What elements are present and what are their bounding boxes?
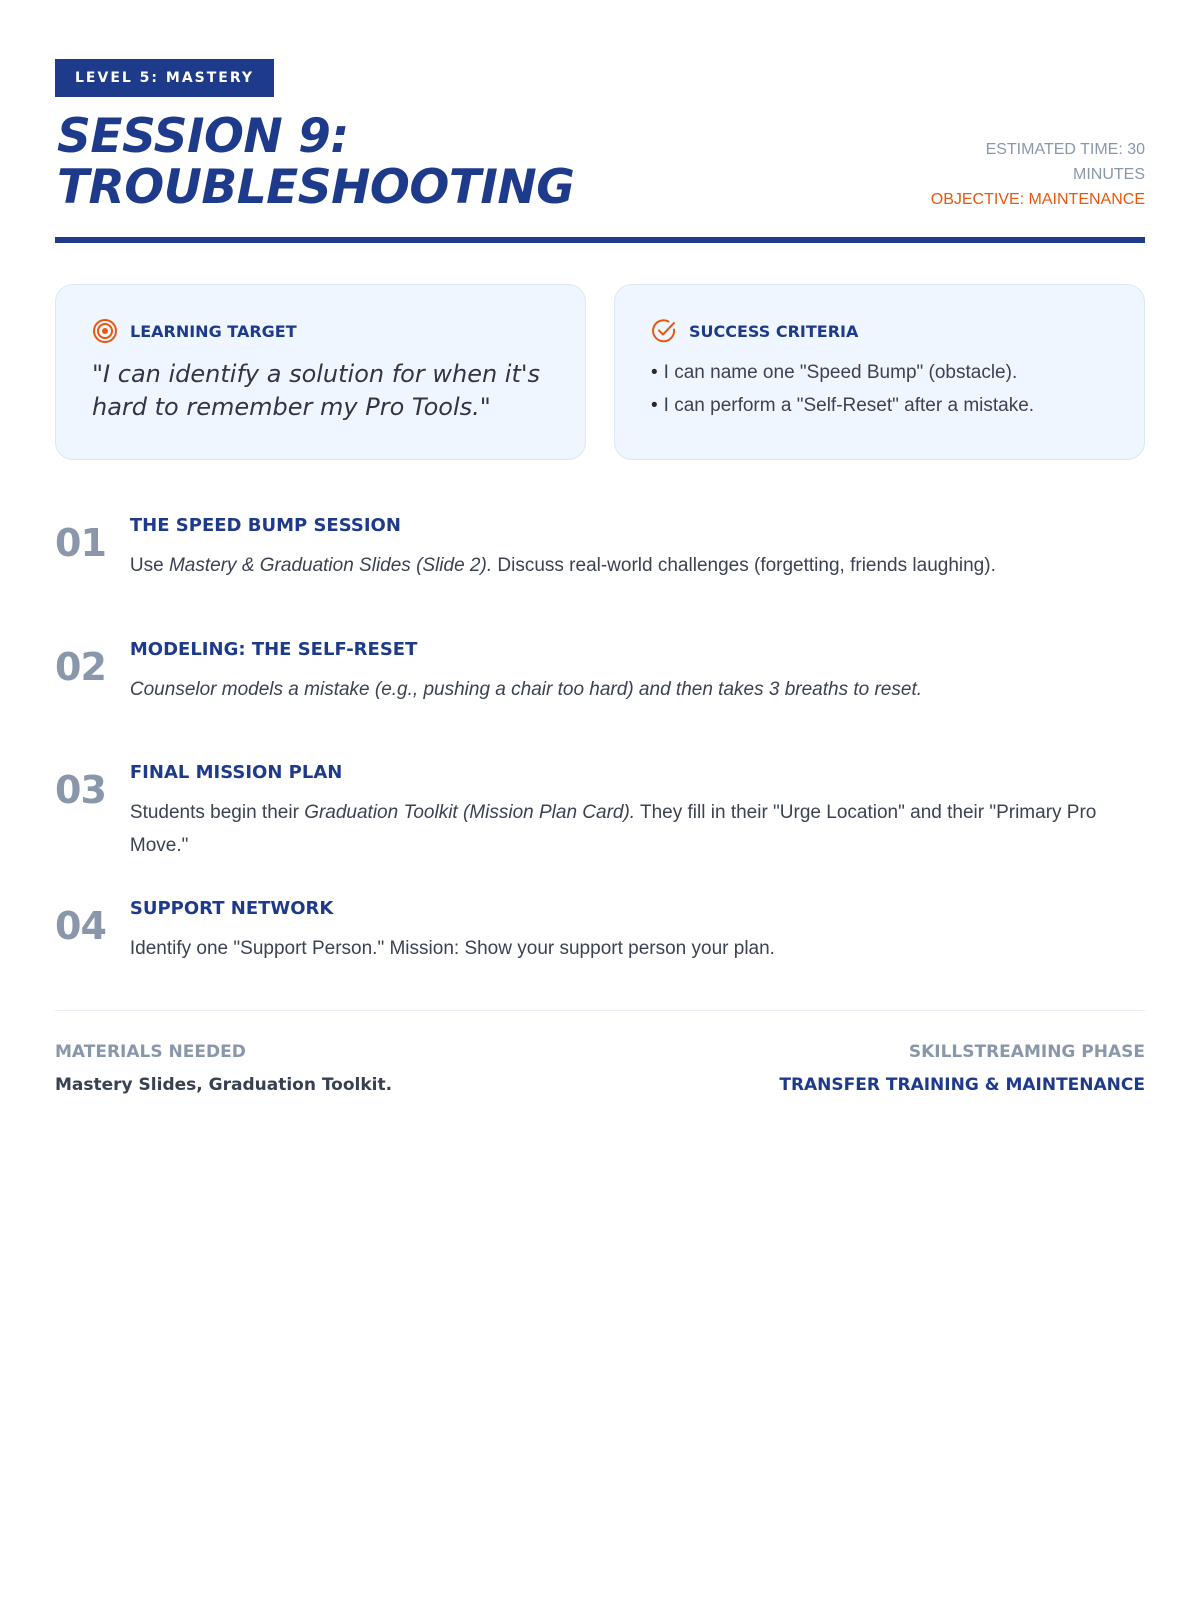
footer-divider	[55, 1010, 1145, 1011]
step-text	[130, 673, 922, 706]
target-cards	[55, 284, 1145, 460]
step-number: 01	[55, 521, 106, 565]
step-text-italic: Counselor models a mistake (e.g., pushing a chair too hard) and then takes 3 breaths to reset.	[129, 679, 922, 700]
list-item: • I can name one "Speed Bump" (obstacle).	[651, 356, 1108, 389]
step-title: THE SPEED BUMP SESSION	[129, 515, 401, 536]
step-1	[55, 513, 1145, 637]
step-text	[130, 932, 775, 965]
header-divider	[55, 237, 1145, 243]
session-meta	[931, 137, 1145, 212]
step-text	[130, 549, 996, 582]
step-body	[130, 637, 922, 706]
materials-section	[55, 1041, 392, 1096]
step-text-part: They fill in their "Urge Location" and their "Primary Pro Move."	[129, 802, 1097, 856]
step-text-part: Identify one "Support Person." Mission: Show your support person your plan.	[129, 938, 775, 959]
step-body	[130, 760, 1145, 862]
step-title: SUPPORT NETWORK	[129, 898, 334, 919]
phase-value: TRANSFER TRAINING & MAINTENANCE	[779, 1075, 1145, 1095]
check-circle-icon	[651, 318, 677, 344]
materials-value: Mastery Slides, Graduation Toolkit.	[55, 1075, 393, 1095]
phase-section	[779, 1041, 1145, 1096]
success-criteria-card	[614, 284, 1145, 460]
step-title: FINAL MISSION PLAN	[129, 762, 343, 783]
criteria-list	[651, 356, 1108, 422]
step-text-italic: Graduation Toolkit (Mission Plan Card).	[304, 802, 636, 823]
step-number: 03	[55, 768, 106, 812]
header	[55, 97, 1145, 237]
phase-label: SKILLSTREAMING PHASE	[908, 1042, 1145, 1062]
list-item: • I can perform a "Self-Reset" after a mistake.	[651, 389, 1108, 422]
title-line-2: TROUBLESHOOTING	[57, 160, 575, 215]
level-badge: LEVEL 5: MASTERY	[55, 59, 274, 97]
footer	[55, 1041, 1145, 1096]
learning-target-quote: "I can identify a solution for when it's hard to remember my Pro Tools."	[92, 360, 540, 421]
success-criteria-header	[651, 318, 1108, 344]
step-text-italic: Mastery & Graduation Slides (Slide 2).	[168, 555, 493, 576]
step-number: 02	[55, 645, 106, 689]
steps	[55, 513, 1145, 965]
step-3	[55, 760, 1145, 896]
step-2	[55, 637, 1145, 760]
learning-target-header	[92, 318, 549, 344]
objective: OBJECTIVE: MAINTENANCE	[930, 191, 1145, 208]
success-criteria-label: SUCCESS CRITERIA	[689, 321, 859, 341]
step-text-part: Discuss real-world challenges (forgetting, friends laughing).	[492, 555, 996, 576]
step-text-part: Use	[129, 555, 169, 576]
learning-target-card	[55, 284, 586, 460]
step-text-part: Students begin their	[129, 802, 305, 823]
target-icon	[92, 318, 118, 344]
step-number: 04	[55, 904, 106, 948]
page-title	[57, 111, 757, 213]
step-text	[130, 796, 1145, 862]
step-body	[130, 513, 996, 582]
step-title: MODELING: THE SELF-RESET	[129, 639, 418, 660]
step-body	[130, 896, 775, 965]
materials-label: MATERIALS NEEDED	[55, 1042, 246, 1062]
learning-target-label: LEARNING TARGET	[130, 321, 297, 341]
title-line-1: SESSION 9:	[57, 109, 349, 164]
estimated-time: ESTIMATED TIME: 30 MINUTES	[985, 141, 1145, 183]
step-4	[55, 896, 1145, 965]
